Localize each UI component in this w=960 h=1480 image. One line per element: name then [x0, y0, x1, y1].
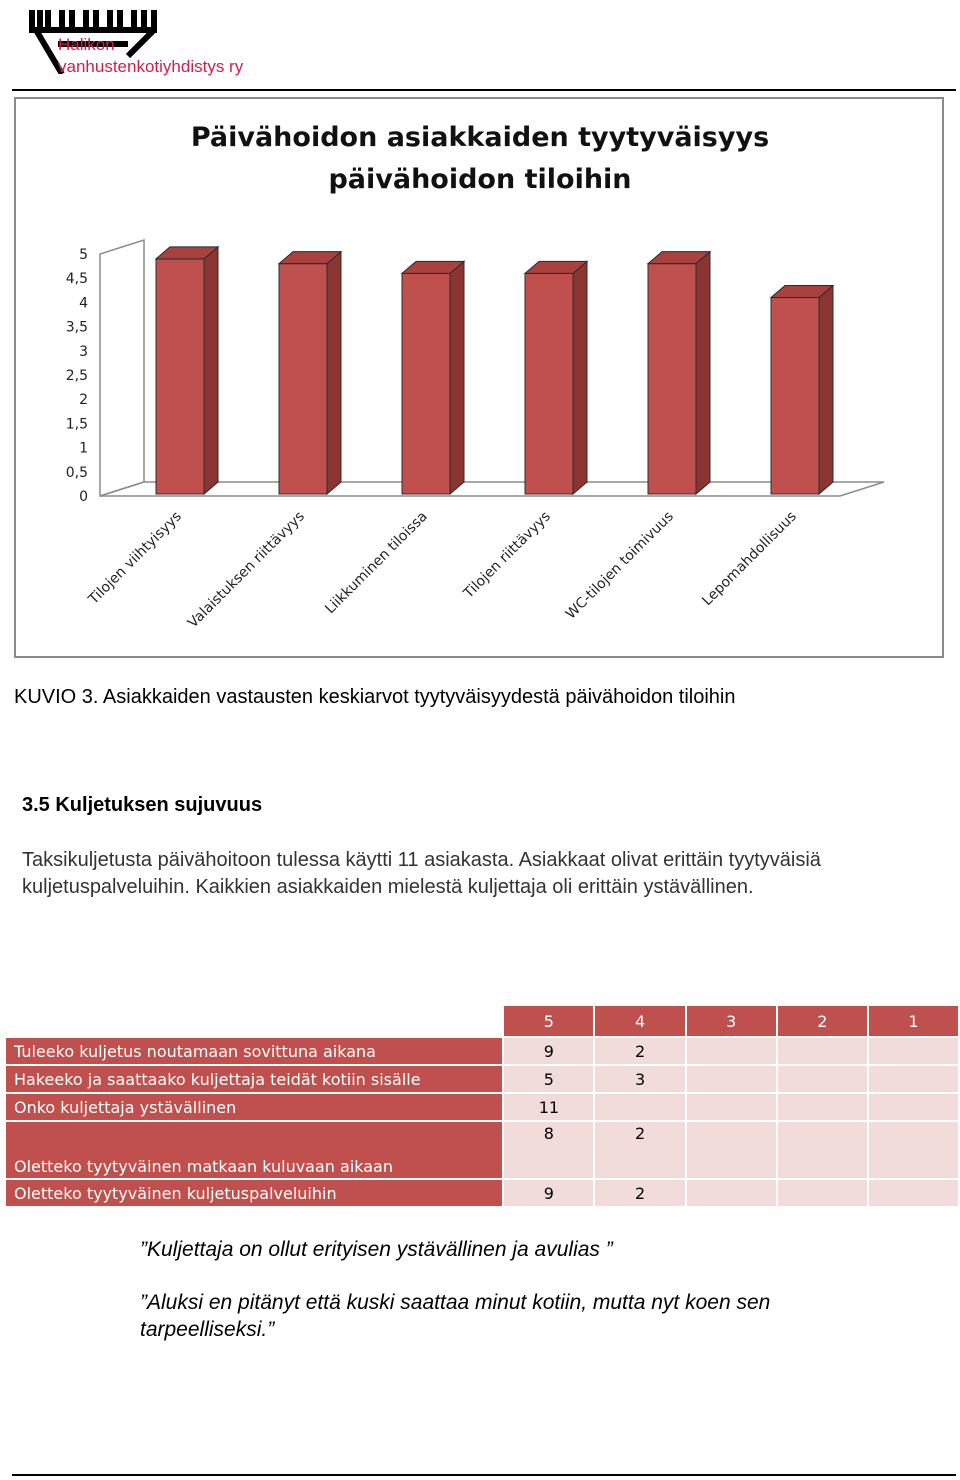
table-cell [778, 1038, 867, 1064]
table-cell: 2 [595, 1122, 684, 1178]
row-label: Tuleeko kuljetus noutamaan sovittuna aikana [6, 1038, 502, 1064]
table-cell [869, 1094, 958, 1120]
y-tick-label: 5 [79, 247, 88, 263]
table-header-cell: 5 [504, 1006, 593, 1036]
bar [648, 264, 696, 494]
row-label: Oletteko tyytyväinen kuljetuspalveluihin [6, 1180, 502, 1206]
bar [156, 259, 204, 494]
bar-side [696, 252, 710, 494]
y-tick-label: 4,5 [65, 271, 88, 288]
table-row [6, 1038, 958, 1064]
y-tick-label: 0 [79, 489, 88, 505]
figure-caption: KUVIO 3. Asiakkaiden vastausten keskiarvot tyytyväisyydestä päivähoidon tiloihin [14, 686, 736, 708]
table-cell: 2 [595, 1180, 684, 1206]
bar-side [573, 261, 587, 494]
table-cell [869, 1122, 958, 1178]
y-tick-label: 1 [79, 440, 88, 457]
bar [402, 273, 450, 494]
table-cell [687, 1066, 776, 1092]
table-cell [778, 1180, 867, 1206]
bar-side [450, 261, 464, 494]
bar-chart [16, 99, 942, 656]
bar-side [327, 252, 341, 494]
transport-survey-table [4, 1004, 960, 1208]
bar [525, 273, 573, 494]
chart-side-wall [100, 240, 144, 496]
table-cell [778, 1066, 867, 1092]
table-row [6, 1180, 958, 1206]
header-divider [12, 89, 956, 91]
y-tick-label: 4 [79, 295, 88, 312]
client-quote: ”Kuljettaja on ollut erityisen ystävällinen ja avulias ” [140, 1238, 613, 1261]
table-cell: 9 [504, 1180, 593, 1206]
table-cell [778, 1094, 867, 1120]
y-tick-label: 2 [79, 392, 88, 409]
y-tick-label: 3 [79, 343, 88, 360]
table-header-cell: 2 [778, 1006, 867, 1036]
bar [771, 298, 819, 494]
table-cell: 8 [504, 1122, 593, 1178]
row-label: Onko kuljettaja ystävällinen [6, 1094, 502, 1120]
table-cell: 9 [504, 1038, 593, 1064]
table-row [6, 1094, 958, 1120]
y-tick-label: 0,5 [65, 464, 88, 481]
table-cell [778, 1122, 867, 1178]
table-cell [869, 1180, 958, 1206]
table-cell [687, 1094, 776, 1120]
row-label: Hakeeko ja saattaako kuljettaja teidät kotiin sisälle [6, 1066, 502, 1092]
x-category-label: Tilojen riittävyys [460, 508, 554, 602]
table-header-cell: 4 [595, 1006, 684, 1036]
x-category-label: WC-tilojen toimivuus [562, 508, 677, 623]
table-cell [687, 1038, 776, 1064]
table-header-cell: 1 [869, 1006, 958, 1036]
bar-side [204, 247, 218, 494]
bar-side [819, 286, 833, 494]
table-cell [595, 1094, 684, 1120]
table-cell [687, 1180, 776, 1206]
table-header-cell: 3 [687, 1006, 776, 1036]
section-paragraph: Taksikuljetusta päivähoitoon tulessa käytti 11 asiakasta. Asiakkaat olivat erittäin tyytyväisiä kuljetuspalveluihin. Kaikkien asiakkaiden mielestä kuljettaja oli erittäin ystävällinen. [22, 849, 821, 898]
x-category-label: Valaistuksen riittävyys [185, 508, 308, 632]
client-quote: ”Aluksi en pitänyt että kuski saattaa minut kotiin, mutta nyt koen sen tarpeelliseksi.” [140, 1291, 771, 1341]
table-row [6, 1122, 958, 1178]
table-cell: 11 [504, 1094, 593, 1120]
footer-divider [12, 1474, 956, 1476]
table-header-blank [6, 1006, 502, 1036]
row-label: Oletteko tyytyväinen matkaan kuluvaan aikaan [6, 1122, 502, 1178]
chart-title-text: Päivähoidon asiakkaiden tyytyväisyys päivähoidon tiloihin [190, 122, 770, 195]
y-tick-label: 2,5 [65, 368, 88, 384]
x-category-label: Liikkuminen tiloissa [322, 508, 431, 618]
table-cell: 3 [595, 1066, 684, 1092]
x-category-label: Tilojen viihtyisyys [85, 508, 185, 608]
org-name-line2: vanhustenkotiyhdistys ry [58, 57, 244, 76]
table-cell [687, 1122, 776, 1178]
table-cell: 5 [504, 1066, 593, 1092]
table-cell [869, 1066, 958, 1092]
chart-floor [100, 482, 884, 496]
organization-name [58, 34, 243, 78]
table-header-row [6, 1006, 958, 1036]
table-cell: 2 [595, 1038, 684, 1064]
table-row [6, 1066, 958, 1092]
x-category-label: Lepomahdollisuus [699, 508, 800, 610]
org-name-line1: Halikon [58, 35, 115, 54]
y-tick-label: 1,5 [65, 416, 88, 433]
y-tick-label: 3,5 [65, 319, 88, 336]
bar [279, 264, 327, 494]
table-cell [869, 1038, 958, 1064]
section-heading: 3.5 Kuljetuksen sujuvuus [22, 794, 263, 816]
